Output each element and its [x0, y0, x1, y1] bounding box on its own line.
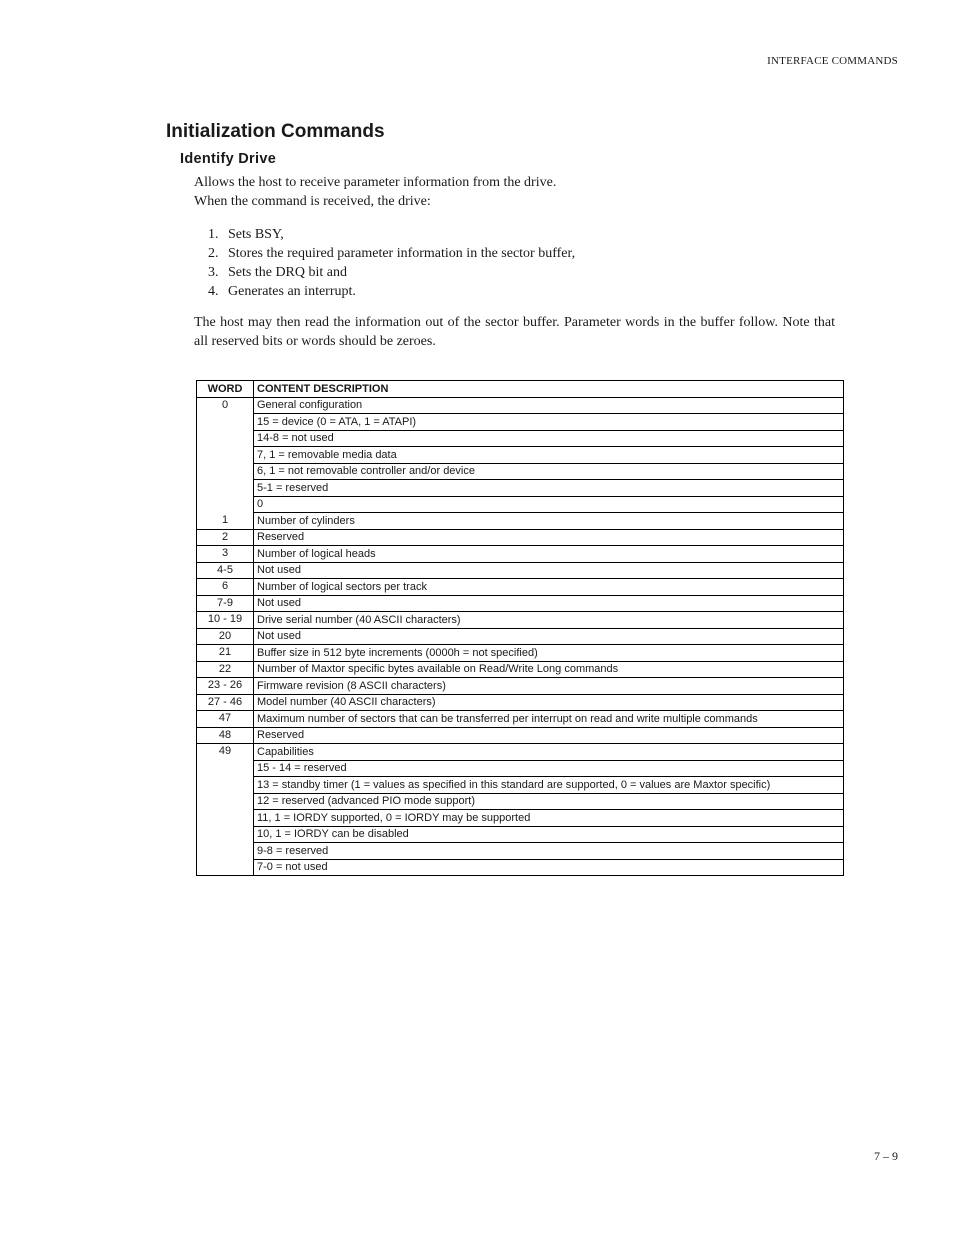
table-row: [197, 513, 844, 530]
table-row: [197, 661, 844, 678]
table-row: [197, 447, 844, 464]
description-cell: Drive serial number (40 ASCII characters): [254, 612, 844, 629]
description-cell: 7-0 = not used: [254, 859, 844, 876]
subsection-title: Identify Drive: [180, 151, 277, 167]
table-row: [197, 414, 844, 431]
intro-line: Allows the host to receive parameter information from the drive.: [194, 175, 557, 190]
description-cell: Model number (40 ASCII characters): [254, 694, 844, 711]
word-column-header: WORD: [197, 381, 254, 398]
description-cell: 14-8 = not used: [254, 430, 844, 447]
description-cell: Capabilities: [254, 744, 844, 761]
step-number: 4.: [208, 284, 219, 299]
steps-list: [194, 225, 575, 301]
parameter-words-paragraph: The host may then read the information out of the sector buffer. Parameter words in the buffer follow. Note that all reserved bits or words should be zeroes.: [194, 315, 835, 349]
list-item: [194, 282, 575, 301]
identify-drive-table: [196, 380, 844, 876]
description-cell: Reserved: [254, 727, 844, 744]
description-cell: 10, 1 = IORDY can be disabled: [254, 826, 844, 843]
word-cell: 27 - 46: [197, 694, 254, 711]
word-cell: 10 - 19: [197, 612, 254, 629]
word-cell: 2: [197, 529, 254, 546]
intro-paragraph: [194, 173, 834, 211]
step-text: Generates an interrupt.: [228, 284, 356, 299]
word-cell: 23 - 26: [197, 678, 254, 695]
description-cell: 13 = standby timer (1 = values as specified in this standard are supported, 0 = values are Maxtor specific): [254, 777, 844, 794]
table-row: [197, 727, 844, 744]
table-row: [197, 777, 844, 794]
table-header-row: [197, 381, 844, 398]
table-row: [197, 612, 844, 629]
step-text: Stores the required parameter information in the sector buffer,: [228, 246, 576, 261]
table-row: [197, 496, 844, 513]
table-row: [197, 480, 844, 497]
page-number: 7 – 9: [874, 1149, 898, 1163]
step-text: Sets the DRQ bit and: [228, 265, 347, 280]
step-number: 2.: [208, 246, 219, 261]
step-number: 1.: [208, 227, 219, 242]
description-cell: 15 = device (0 = ATA, 1 = ATAPI): [254, 414, 844, 431]
description-cell: Buffer size in 512 byte increments (0000h = not specified): [254, 645, 844, 662]
running-head: INTERFACE COMMANDS: [767, 55, 898, 67]
description-column-header: CONTENT DESCRIPTION: [254, 381, 844, 398]
step-number: 3.: [208, 265, 219, 280]
intro-line: When the command is received, the drive:: [194, 194, 431, 209]
description-cell: Reserved: [254, 529, 844, 546]
word-cell: 6: [197, 579, 254, 596]
description-cell: Number of cylinders: [254, 513, 844, 530]
word-cell: 21: [197, 645, 254, 662]
word-cell: 20: [197, 628, 254, 645]
description-cell: Number of logical heads: [254, 546, 844, 563]
description-cell: Firmware revision (8 ASCII characters): [254, 678, 844, 695]
description-cell: Number of Maxtor specific bytes available on Read/Write Long commands: [254, 661, 844, 678]
description-cell: 5-1 = reserved: [254, 480, 844, 497]
word-cell: 48: [197, 727, 254, 744]
table-row: [197, 546, 844, 563]
list-item: [194, 263, 575, 282]
table-row: [197, 595, 844, 612]
word-cell: 3: [197, 546, 254, 563]
word-cell: 7-9: [197, 595, 254, 612]
word-cell: 0: [197, 397, 254, 513]
section-title: Initialization Commands: [166, 121, 385, 142]
table-row: [197, 744, 844, 761]
list-item: [194, 225, 575, 244]
table-row: [197, 810, 844, 827]
description-cell: 9-8 = reserved: [254, 843, 844, 860]
description-cell: 12 = reserved (advanced PIO mode support): [254, 793, 844, 810]
table-row: [197, 843, 844, 860]
description-cell: General configuration: [254, 397, 844, 414]
table-row: [197, 430, 844, 447]
step-text: Sets BSY,: [228, 227, 284, 242]
table-row: [197, 793, 844, 810]
table-row: [197, 645, 844, 662]
table-row: [197, 826, 844, 843]
table-row: [197, 529, 844, 546]
word-cell: 4-5: [197, 562, 254, 579]
description-cell: 6, 1 = not removable controller and/or device: [254, 463, 844, 480]
table-row: [197, 463, 844, 480]
word-cell: 22: [197, 661, 254, 678]
table-row: [197, 628, 844, 645]
word-cell: 1: [197, 513, 254, 530]
description-cell: Not used: [254, 595, 844, 612]
table-row: [197, 562, 844, 579]
word-cell: 49: [197, 744, 254, 876]
table-row: [197, 678, 844, 695]
table-row: [197, 694, 844, 711]
description-cell: 0: [254, 496, 844, 513]
table-row: [197, 579, 844, 596]
description-cell: Number of logical sectors per track: [254, 579, 844, 596]
description-cell: Maximum number of sectors that can be transferred per interrupt on read and write multiple commands: [254, 711, 844, 728]
description-cell: 15 - 14 = reserved: [254, 760, 844, 777]
table-row: [197, 711, 844, 728]
table-body: [197, 397, 844, 876]
word-cell: 47: [197, 711, 254, 728]
description-cell: 7, 1 = removable media data: [254, 447, 844, 464]
description-cell: 11, 1 = IORDY supported, 0 = IORDY may be supported: [254, 810, 844, 827]
table-row: [197, 397, 844, 414]
description-cell: Not used: [254, 562, 844, 579]
table-row: [197, 760, 844, 777]
list-item: [194, 244, 575, 263]
table-row: [197, 859, 844, 876]
description-cell: Not used: [254, 628, 844, 645]
